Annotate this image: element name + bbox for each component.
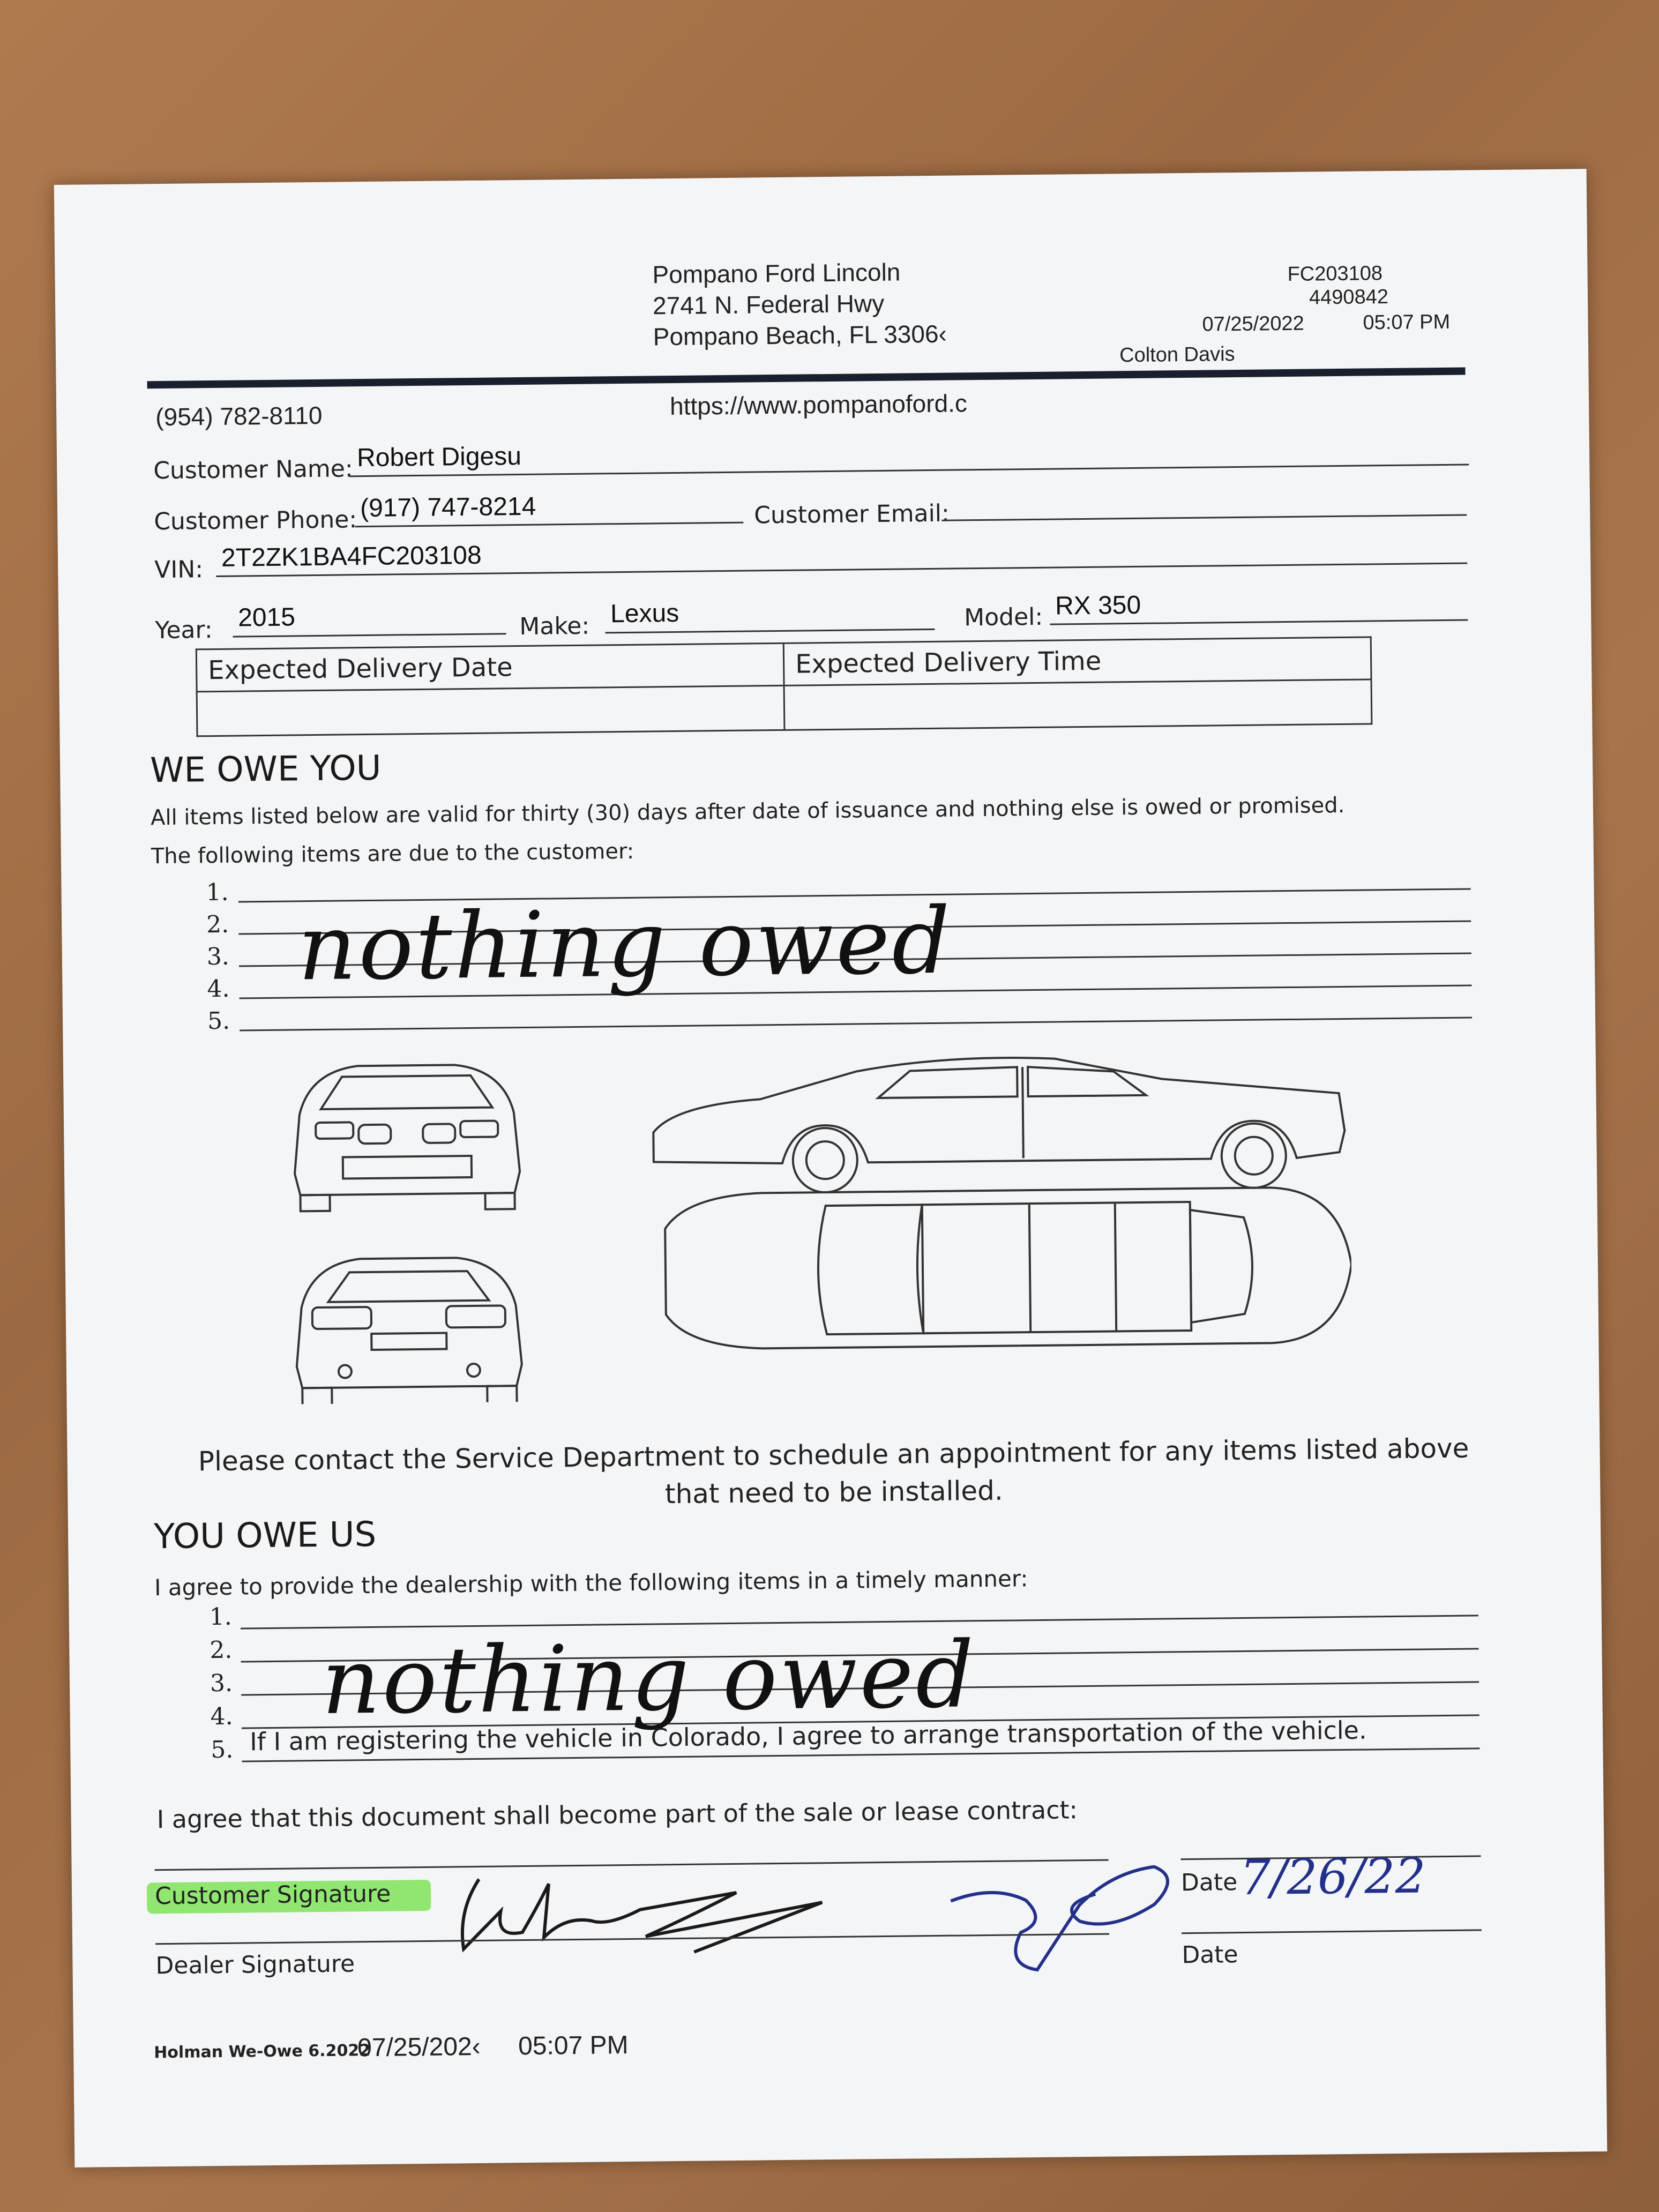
make-value: Lexus (610, 599, 679, 629)
contact-note (67, 1428, 1600, 1519)
we-owe-num-3: 3. (206, 943, 230, 971)
customer-phone-label: Customer Phone: (154, 506, 357, 536)
car-rear-view (296, 1257, 522, 1404)
vin-value: 2T2ZK1BA4FC203108 (221, 541, 482, 572)
we-owe-num-2: 2. (206, 910, 229, 939)
we-owe-line-5 (240, 1017, 1472, 1031)
we-owe-num-4: 4. (207, 975, 230, 1003)
footer-form: Holman We-Owe 6.2022 (154, 2041, 371, 2062)
you-owe-title: YOU OWE US (153, 1514, 377, 1557)
we-owe-title: WE OWE YOU (150, 748, 382, 791)
make-label: Make: (519, 612, 590, 641)
record-code-1: FC203108 (1287, 262, 1383, 286)
you-owe-item-5: If I am registering the vehicle in Colorado, I agree to arrange transportation of the vehicle. (249, 1715, 1367, 1757)
salesperson: Colton Davis (1119, 343, 1235, 367)
dealer-phone: (954) 782-8110 (155, 401, 323, 431)
you-owe-num-2: 2. (210, 1636, 233, 1664)
header-rule (147, 368, 1466, 389)
car-front-view (294, 1064, 520, 1211)
we-owe-handwritten: nothing owed (297, 888, 953, 1002)
footer-date: 07/25/202‹ (357, 2032, 481, 2062)
we-owe-text-2: The following items are due to the customer: (151, 839, 634, 869)
handwritten-date: 7/26/22 (1239, 1848, 1426, 1907)
model-label: Model: (963, 603, 1043, 632)
dealer-signature-scribble (462, 1875, 823, 1954)
customer-phone-value: (917) 747-8214 (360, 492, 536, 523)
customer-email-line (941, 514, 1467, 521)
record-time: 05:07 PM (1363, 310, 1451, 334)
you-owe-num-4: 4. (210, 1702, 233, 1731)
vin-label: VIN: (154, 556, 204, 584)
we-owe-text-1: All items listed below are valid for thirty (30) days after date of issuance and nothing else is owed or promised. (150, 793, 1345, 831)
dealer-address-2: Pompano Beach, FL 3306‹ (653, 319, 947, 351)
dealer-address-1: 2741 N. Federal Hwy (652, 289, 885, 320)
customer-name-label: Customer Name: (153, 455, 353, 485)
customer-phone-line (355, 522, 743, 528)
delivery-date-header: Expected Delivery Date (196, 643, 784, 691)
you-owe-text: I agree to provide the dealership with the following items in a timely manner: (154, 1565, 1028, 1601)
delivery-table (196, 636, 1373, 737)
delivery-time-cell (784, 679, 1372, 730)
customer-date-label: Date (1180, 1869, 1238, 1897)
you-owe-num-1: 1. (209, 1603, 232, 1631)
contact-note-line-1: Please contact the Service Department to schedule an appointment for any items listed above (198, 1432, 1469, 1477)
year-label: Year: (155, 616, 213, 645)
delivery-time-header: Expected Delivery Time (783, 637, 1371, 685)
make-line (605, 629, 935, 633)
record-code-2: 4490842 (1309, 286, 1389, 309)
car-top-view (664, 1187, 1352, 1349)
record-date: 07/25/2022 (1202, 312, 1304, 336)
dealer-website: https://www.pompanoford.c (669, 389, 968, 421)
customer-email-label: Customer Email: (753, 499, 950, 529)
contact-note-line-2: that need to be installed. (664, 1475, 1004, 1510)
car-side-view (653, 1054, 1346, 1194)
footer-time: 05:07 PM (518, 2031, 629, 2061)
you-owe-num-5: 5. (211, 1736, 234, 1764)
we-owe-form (54, 169, 1608, 2168)
we-owe-num-1: 1. (206, 878, 229, 907)
customer-signature-scribble (951, 1866, 1169, 1970)
year-value: 2015 (237, 603, 296, 632)
agreement-text: I agree that this document shall become part of the sale or lease contract: (156, 1795, 1078, 1834)
dealer-name: Pompano Ford Lincoln (652, 258, 901, 289)
you-owe-handwritten: nothing owed (320, 1622, 977, 1735)
delivery-date-cell (197, 685, 784, 736)
model-value: RX 350 (1055, 591, 1141, 621)
year-line (233, 633, 506, 637)
customer-name-value: Robert Digesu (356, 442, 522, 473)
customer-signature-label: Customer Signature (154, 1880, 391, 1910)
we-owe-num-5: 5. (207, 1007, 230, 1035)
signatures (414, 1839, 1220, 1987)
dealer-date-label: Date (1182, 1941, 1238, 1969)
dealer-date-line (1182, 1929, 1482, 1934)
vehicle-diagram (278, 1040, 1353, 1404)
you-owe-num-3: 3. (210, 1669, 233, 1698)
dealer-signature-label: Dealer Signature (155, 1950, 355, 1980)
dealer-block (652, 256, 947, 353)
